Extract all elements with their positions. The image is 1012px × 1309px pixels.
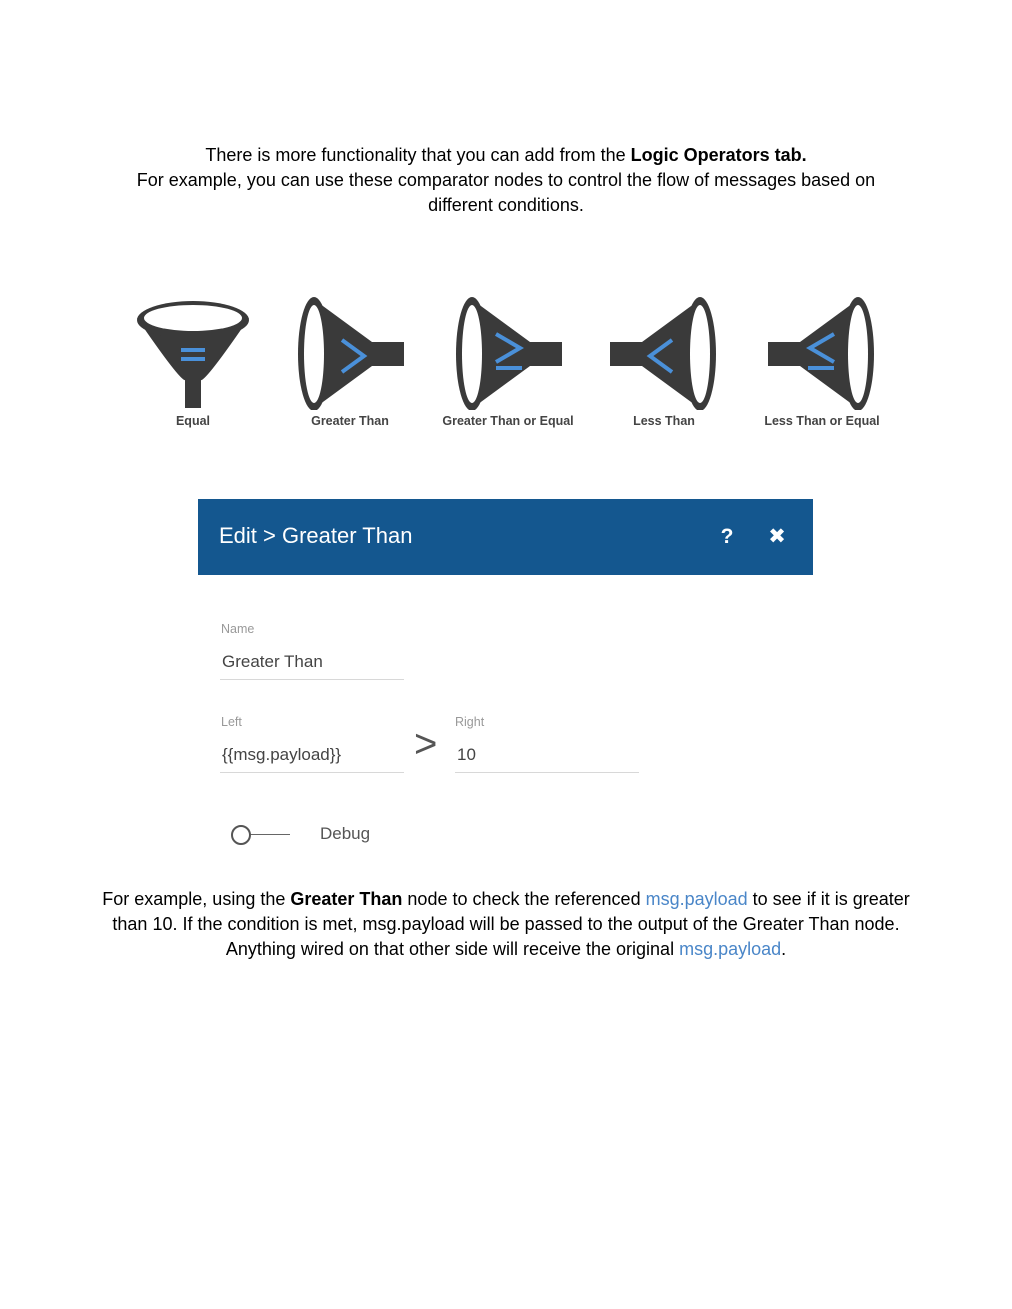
close-button[interactable]: ✖: [768, 525, 786, 548]
right-underline: [455, 772, 639, 773]
outro-text: .: [781, 939, 787, 959]
comparator-symbol: >: [414, 722, 438, 766]
name-underline: [220, 679, 404, 680]
outro-paragraph: [100, 887, 912, 962]
intro-paragraph: [110, 143, 902, 218]
right-input[interactable]: 10: [457, 745, 476, 764]
debug-label: Debug: [320, 824, 371, 843]
greater-than-or-equal-funnel-icon: [438, 290, 578, 410]
left-label: Left: [221, 715, 242, 729]
dialog-header: [198, 499, 813, 575]
outro-bold-text: Greater Than: [290, 889, 403, 909]
less-than-or-equal-funnel-icon: [752, 290, 892, 410]
left-underline: [220, 772, 404, 773]
name-input[interactable]: Greater Than: [222, 652, 323, 671]
operator-label: Less Than or Equal: [764, 414, 880, 428]
outro-text: node to check the referenced: [402, 889, 646, 909]
operator-less-than-or-equal: [752, 290, 892, 430]
left-input[interactable]: {{msg.payload}}: [222, 745, 342, 764]
greater-than-funnel-icon: [280, 290, 420, 410]
equal-funnel-icon: [123, 290, 263, 410]
intro-text: There is more functionality that you can add from the: [205, 145, 631, 165]
operator-label: Less Than: [633, 414, 695, 428]
operator-greater-than: [280, 290, 420, 430]
name-label: Name: [221, 622, 255, 636]
operator-icons: [0, 290, 1012, 460]
dialog-title: Edit > Greater Than: [219, 523, 413, 548]
operator-label: Greater Than: [311, 414, 389, 428]
debug-toggle[interactable]: [230, 824, 292, 846]
operator-equal: [123, 290, 263, 430]
right-label: Right: [455, 715, 485, 729]
msg-payload-link[interactable]: msg.payload: [645, 889, 748, 909]
outro-text: to see if it is greater than 10. If the condition is met, msg.payload will be passed to the output of the Greater Than node. Anything wired on that other side will receive the original: [112, 889, 910, 959]
intro-bold-text: Logic Operators tab.: [630, 145, 807, 165]
intro-line2: For example, you can use these comparator nodes to control the flow of messages based on different conditions.: [136, 170, 876, 215]
help-button[interactable]: ?: [720, 525, 734, 548]
less-than-funnel-icon: [594, 290, 734, 410]
outro-text: For example, using the: [102, 889, 291, 909]
toggle-track: [248, 834, 290, 835]
operator-label: Greater Than or Equal: [442, 414, 574, 428]
operator-label: Equal: [175, 414, 211, 428]
toggle-knob: [231, 825, 251, 845]
msg-payload-link[interactable]: msg.payload: [679, 939, 782, 959]
operator-greater-than-or-equal: [438, 290, 578, 430]
operator-less-than: [594, 290, 734, 430]
